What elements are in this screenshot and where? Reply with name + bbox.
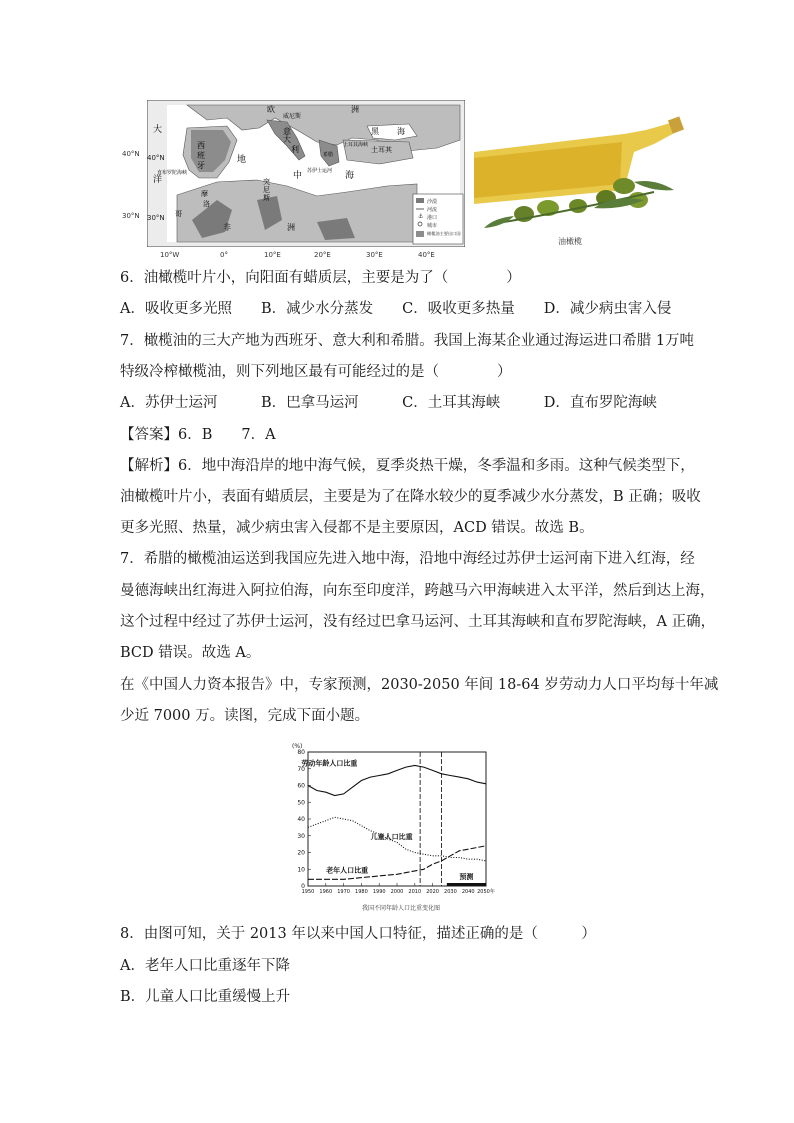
svg-text:洲: 洲	[351, 105, 359, 114]
svg-text:中: 中	[293, 171, 303, 181]
map-label-lat30: 30°N	[122, 212, 140, 220]
svg-text:班: 班	[197, 151, 205, 160]
svg-text:地: 地	[237, 155, 247, 165]
chart-caption: 我国不同年龄人口比重变化图	[361, 905, 441, 912]
forecast-label: 预测	[459, 873, 474, 881]
map-label-lat40: 40°N	[122, 150, 140, 158]
map-label-lon-30e: 30°E	[366, 251, 383, 259]
svg-text:意: 意	[283, 127, 291, 136]
y-tick-label: 80	[297, 749, 305, 756]
series-label: 儿童人口比重	[370, 833, 413, 842]
svg-text:海: 海	[397, 127, 405, 136]
x-tick-label: 2010	[408, 889, 422, 895]
svg-text:西: 西	[197, 141, 205, 150]
svg-text:大: 大	[153, 125, 163, 135]
population-chart	[290, 740, 512, 915]
analysis-7-line-2: 曼德海峡出红海进入阿拉伯海，向东至印度洋，跨越马六甲海峡进入太平洋，然后到达上海，	[120, 583, 715, 599]
question-6: 6．油橄榄叶片小，向阳面有蜡质层，主要是为了（ ）	[120, 270, 521, 286]
x-tick-label: 1970	[337, 889, 350, 895]
svg-text:摩: 摩	[201, 190, 208, 198]
forecast-bar	[447, 883, 486, 886]
x-tick-label: 1960	[319, 889, 333, 895]
x-tick-label: 1980	[355, 889, 368, 895]
analysis-6-line-1: 【解析】6．地中海沿岸的地中海气候，夏季炎热干燥，冬季温和多雨。这种气候类型下，	[120, 458, 695, 474]
answer-line: 【答案】6．B 7．A	[120, 427, 276, 443]
svg-text:威尼斯: 威尼斯	[283, 113, 302, 120]
population-chart-svg	[290, 740, 512, 915]
olive-oil-photo	[474, 112, 684, 250]
y-tick-label: 20	[297, 849, 305, 857]
series-label: 劳动年龄人口比重	[301, 759, 358, 768]
question-8-option-a: A．老年人口比重逐年下降	[120, 958, 290, 974]
x-tick-label: 1990	[372, 889, 386, 895]
svg-text:大: 大	[283, 135, 291, 144]
svg-text:河流: 河流	[427, 207, 438, 213]
svg-text:40°N: 40°N	[147, 154, 165, 162]
y-axis-unit: (%)	[292, 743, 303, 750]
y-tick-label: 60	[297, 782, 305, 790]
map-label-lon-0: 0°	[220, 251, 228, 259]
x-tick-label: 2030	[444, 889, 457, 895]
svg-text:苏伊士运河: 苏伊士运河	[307, 168, 333, 174]
svg-text:斯: 斯	[263, 194, 270, 202]
intro-line-1: 在《中国人力资本报告》中，专家预测，2030-2050 年间 18-64 岁劳动力人口平均每十年减	[120, 677, 719, 693]
question-6-options: A．吸收更多光照 B．减少水分蒸发 C．吸收更多热量 D．减少病虫害入侵	[120, 301, 672, 317]
y-tick-label: 0	[301, 883, 305, 890]
question-7-line-1: 7．橄榄油的三大产地为西班牙、意大利和希腊。我国上海某企业通过海运进口希腊 1万吨	[120, 333, 695, 349]
intro-line-2: 少近 7000 万。读图，完成下面小题。	[120, 708, 370, 724]
analysis-6-line-2: 油橄榄叶片小，表面有蜡质层，主要是为了在降水较少的夏季减少水分蒸发，B 正确；吸收	[120, 489, 701, 505]
mediterranean-map	[147, 100, 465, 247]
y-tick-label: 50	[297, 799, 305, 807]
analysis-7-line-1: 7．希腊的橄榄油运送到我国应先进入地中海，沿地中海经过苏伊士运河南下进入红海，经	[120, 551, 695, 567]
svg-text:哥: 哥	[175, 210, 182, 218]
svg-text:利: 利	[291, 145, 299, 154]
series-label: 老年人口比重	[326, 866, 369, 875]
y-tick-label: 70	[297, 765, 305, 773]
svg-text:欧: 欧	[267, 105, 275, 114]
question-7-options: A．苏伊士运河 B．巴拿马运河 C．土耳其海峡 D．直布罗陀海峡	[120, 395, 657, 411]
svg-text:橄榄油主要出口国: 橄榄油主要出口国	[427, 231, 461, 236]
map-label-lon-20e: 20°E	[314, 251, 331, 259]
svg-text:黑: 黑	[371, 127, 379, 136]
y-tick-label: 10	[297, 866, 305, 874]
map-label-lon-40e: 40°E	[418, 251, 435, 259]
svg-text:⚓: ⚓	[418, 213, 424, 220]
y-tick-label: 40	[297, 816, 305, 823]
svg-text:港口: 港口	[427, 215, 438, 221]
analysis-6-line-3: 更多光照、热量，减少病虫害入侵都不是主要原因，ACD 错误。故选 B。	[120, 520, 594, 536]
x-tick-label: 2000	[390, 889, 404, 895]
svg-text:海: 海	[345, 171, 355, 181]
x-tick-label: 2020	[426, 889, 439, 895]
x-tick-label: 1950	[301, 889, 315, 895]
x-tick-label: 2050年	[477, 889, 495, 895]
map-label-lon-10e: 10°E	[264, 251, 281, 259]
svg-text:非: 非	[223, 223, 231, 232]
analysis-7-line-3: 这个过程中经过了苏伊士运河，没有经过巴拿马运河、土耳其海峡和直布罗陀海峡，A 正确，	[120, 614, 716, 630]
olive-caption: 油橄榄	[558, 237, 582, 246]
svg-text:土耳其海峡: 土耳其海峡	[343, 142, 369, 148]
svg-text:洲: 洲	[287, 223, 295, 232]
svg-text:沙漠: 沙漠	[427, 199, 438, 205]
svg-text:城市: 城市	[427, 223, 438, 229]
svg-text:尼: 尼	[263, 186, 270, 194]
map-label-lon-10w: 10°W	[160, 251, 180, 259]
svg-text:希腊: 希腊	[323, 152, 334, 158]
svg-text:土耳其: 土耳其	[371, 146, 392, 154]
svg-text:30°N: 30°N	[147, 214, 165, 222]
y-tick-label: 30	[297, 832, 305, 840]
question-7-line-2: 特级冷榨橄榄油，则下列地区最有可能经过的是（ ）	[120, 364, 512, 380]
svg-text:牙: 牙	[197, 161, 205, 170]
svg-text:直布罗陀海峡: 直布罗陀海峡	[157, 170, 188, 176]
svg-text:洛: 洛	[203, 200, 210, 208]
x-tick-label: 2040	[461, 889, 475, 895]
question-8-option-b: B．儿童人口比重缓慢上升	[120, 989, 291, 1005]
question-8: 8．由图可知，关于 2013 年以来中国人口特征，描述正确的是（ ）	[120, 926, 596, 942]
analysis-7-line-4: BCD 错误。故选 A。	[120, 645, 261, 661]
svg-text:洋: 洋	[153, 175, 163, 185]
svg-text:突: 突	[263, 178, 270, 186]
